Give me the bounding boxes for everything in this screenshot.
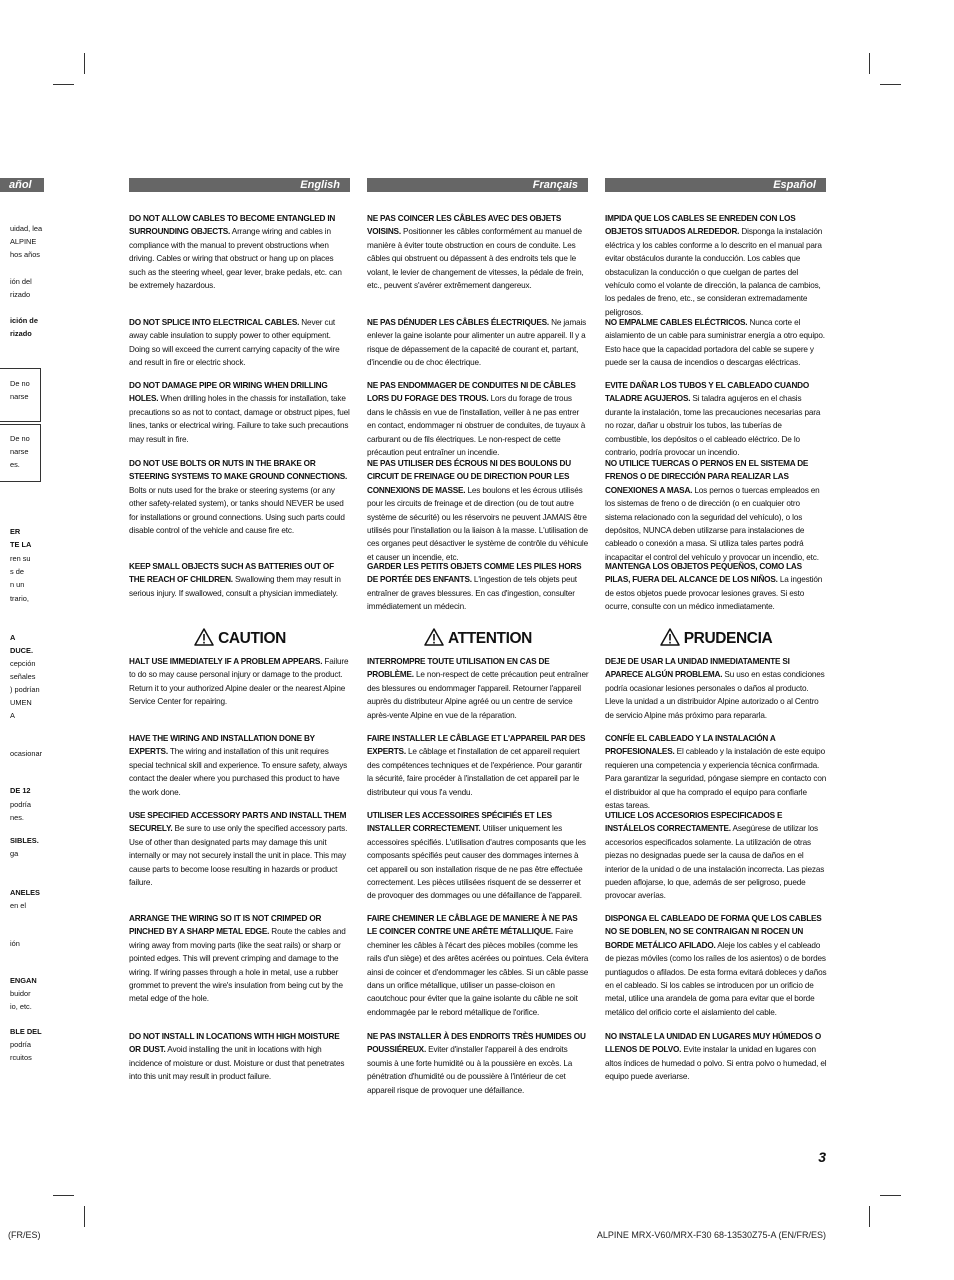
left-fragment-line: narse xyxy=(10,447,29,456)
header-spanish-fragment: añol xyxy=(0,178,44,192)
crop-mark xyxy=(869,1206,870,1227)
french-caution-2: FAIRE INSTALLER LE CÂBLAGE ET L'APPAREIL PAR DES EXPERTS. Le câblage et l'installation de cet appareil requiert des compétences techniques et de l'expérience. Pour garantir la sécurité, faire procéder à l'installation de cet appareil par le distributeur qui vous l'a vendu. xyxy=(367,734,586,797)
english-caution-5: DO NOT INSTALL IN LOCATIONS WITH HIGH MOISTURE OR DUST. Avoid installing the unit in locations with high incidence of moisture or dust. Moisture or dust that penetrates into this unit may result in product failure. xyxy=(129,1032,345,1082)
header-english: English xyxy=(129,178,350,192)
french-block-2: NE PAS DÉNUDER LES CÂBLES ÉLECTRIQUES. Ne jamais enlever la gaine isolante pour alimenter un autre appareil. Il y a risque de dépassement de la capacité de courant et, partant, d'incendie ou de choc électrique. xyxy=(367,318,587,368)
footer-left: (FR/ES) xyxy=(8,1230,41,1240)
english-caution-1: HALT USE IMMEDIATELY IF A PROBLEM APPEARS. Failure to do so may cause personal injury or damage to the product. Return it to your authorized Alpine dealer or the nearest Alpine Service Center for repairing. xyxy=(129,657,349,707)
left-fragment-line: uidad, lea xyxy=(10,224,43,233)
left-fragment-line: cepción xyxy=(10,659,36,668)
crop-mark xyxy=(869,53,870,74)
left-fragment-line: ALPINE xyxy=(10,237,37,246)
spanish-block-2: NO EMPALME CABLES ELÉCTRICOS. Nunca corte el aislamiento de un cable para suministrar energía a otro equipo. Esto hace que la capacidad portadora del cable se supere y puede ser la causa de incendios o descargas eléctricas. xyxy=(605,318,825,368)
left-fragment-line: De no xyxy=(10,434,30,443)
left-fragment-line: ición de xyxy=(10,316,38,325)
column-spanish xyxy=(605,0,825,1280)
column-french xyxy=(367,0,587,1280)
left-fragment-line: ión xyxy=(10,939,20,948)
left-fragment-line: A xyxy=(10,633,16,642)
spanish-caution-2: CONFÍE EL CABLEADO Y LA INSTALACIÓN A PROFESIONALES. El cableado y la instalación de este equipo requieren una competencia y experiencia técnica confirmada. Para garantizar la seguridad, póngase siempre en contacto con el distribuidor al que ha comprado el equipo para confiarle estas tareas. xyxy=(605,734,827,811)
left-fragment-line: DE 12 xyxy=(10,786,31,795)
left-fragment-box xyxy=(0,368,41,422)
left-fragment-line: ) podrían xyxy=(10,685,40,694)
english-caution-3: USE SPECIFIED ACCESSORY PARTS AND INSTALL THEM SECURELY. Be sure to use only the specified accessory parts. Use of other than designated parts may damage this unit internally or may not securely install the unit in place. This may cause parts to become loose resulting in hazards or product failure. xyxy=(129,811,348,888)
english-caution-4: ARRANGE THE WIRING SO IT IS NOT CRIMPED OR PINCHED BY A SHARP METAL EDGE. Route the cables and wiring away from moving parts (like the seat rails) or sharp or pointed edges. This will prevent crimping and damage to the wiring. If wiring passes through a hole in metal, use a rubber grommet to prevent the wire's insulation from being cut by the metal edge of the hole. xyxy=(129,914,346,1004)
left-fragment-line: podría xyxy=(10,800,31,809)
crop-mark xyxy=(84,1206,85,1227)
english-block-1: DO NOT ALLOW CABLES TO BECOME ENTANGLED IN SURROUNDING OBJECTS. Arrange wiring and cables in compliance with the manual to prevent obstructions when driving. Cables or wiring that obstruct or hang up on places such as the steering wheel, gear lever, brake pedals, etc. can be extremely hazardous. xyxy=(129,214,342,291)
english-block-3: DO NOT DAMAGE PIPE OR WIRING WHEN DRILLING HOLES. When drilling holes in the chassis for installation, take precautions so as not to contact, damage or obstruct pipes, fuel lines, tanks or electrical wiring. Failure to take such precautions may result in fire. xyxy=(129,381,350,444)
english-caution-heading: CAUTION xyxy=(129,628,351,649)
spanish-block-3: EVITE DAÑAR LOS TUBOS Y EL CABLEADO CUANDO TALADRE AGUJEROS. Si taladra agujeros en el chasis durante la instalación, tome las precauciones necesarias para no rozar, dañar u obstruir los tubos, las tuberías de combustible, los depósitos o el cableado eléctrico. De lo contrario, podría provocar un incendio. xyxy=(605,381,821,458)
left-fragment-line: A xyxy=(10,711,15,720)
crop-mark xyxy=(880,1195,901,1196)
left-fragment-line: narse xyxy=(10,392,29,401)
spanish-caution-3: UTILICE LOS ACCESORIOS ESPECIFICADOS E INSTÁLELOS CORRECTAMENTE. Asegúrese de utilizar los accesorios especificados solamente. La utilización de otras piezas no designadas puede ser la causa de daños en el interior de la unidad o de una instalación incorrecta. Las piezas pueden aflojarse, lo que, además de ser peligroso, puede provocar averías. xyxy=(605,811,825,901)
left-fragment-line: BLE DEL xyxy=(10,1027,42,1036)
left-fragment-line: ren su xyxy=(10,554,31,563)
left-fragment-line: De no xyxy=(10,379,30,388)
crop-mark xyxy=(880,84,901,85)
warning-triangle-icon xyxy=(424,628,444,646)
left-fragment-line: UMEN xyxy=(10,698,32,707)
spanish-caution-5: NO INSTALE LA UNIDAD EN LUGARES MUY HÚMEDOS O LLENOS DE POLVO. Evite instalar la unidad en lugares con altos índices de humedad o polvo. Si entra polvo o humedad, el equipo puede averiarse. xyxy=(605,1032,827,1082)
french-block-3: NE PAS ENDOMMAGER DE CONDUITES NI DE CÂBLES LORS DU FORAGE DES TROUS. Lors du forage de trous dans le châssis en vue de l'installation, veiller à ne pas entrer en contact, endommager ni obstruer de conduites, de tuyaux à carburant ou de fils électriques. Le non-respect de cette précaution peut entraîner un incendie. xyxy=(367,381,586,458)
crop-mark xyxy=(84,53,85,74)
spanish-caution-1: DEJE DE USAR LA UNIDAD INMEDIATAMENTE SI APARECE ALGÚN PROBLEMA. Su uso en estas condiciones podría ocasionar lesiones personales o daños al producto. Lleve la unidad a un distribuidor Alpine autorizado o al Centro de servicio Alpine más próximo para repararla. xyxy=(605,657,825,720)
english-block-2: DO NOT SPLICE INTO ELECTRICAL CABLES. Never cut away cable insulation to supply power to other equipment. Doing so will exceed the current carrying capacity of the wire and result in fire or electric shock. xyxy=(129,318,340,368)
spanish-block-1: IMPIDA QUE LOS CABLES SE ENREDEN CON LOS OBJETOS SITUADOS ALREDEDOR. Disponga la instalación eléctrica y los cables conforme a lo descrito en el manual para evitar obstáculos durante la conducción. Los cables que obstaculizan la conducción o que cuelgan de partes del vehículo como el volante de dirección, la palanca de cambios, los pedales de freno, etc., se consideran extremadamente peligrosos. xyxy=(605,214,823,317)
left-fragment-line: SIBLES. xyxy=(10,836,39,845)
crop-mark xyxy=(53,1195,74,1196)
left-fragment-line: podría xyxy=(10,1040,31,1049)
header-spanish: Español xyxy=(605,178,826,192)
spanish-block-4: NO UTILICE TUERCAS O PERNOS EN EL SISTEMA DE FRENOS O DE DIRECCIÓN PARA REALIZAR LAS CONEXIONES A MASA. Los pernos o tuercas empleados en los sistemas de freno o de dirección (o en cualquier otro sistema relacionado con la seguridad del vehículo), o los depósitos, NUNCA deben utilizarse para instalaciones de cableado o conexión a masa. Si utiliza tales partes podrá incapacitar el control del vehículo y provocar un incendio, etc. xyxy=(605,459,820,562)
left-fragment-line: ANELES xyxy=(10,888,40,897)
french-block-1: NE PAS COINCER LES CÂBLES AVEC DES OBJETS VOISINS. Positionner les câbles conformément au manuel de manière à éviter toute obstruction en cours de conduite. Les câbles qui obstruent ou dépassent à des endroits tels que le volant, le levier de changement de vitesses, la pédale de frein, etc., peuvent s'avérer extrêmement dangereux. xyxy=(367,214,584,291)
left-fragment-line: TE LA xyxy=(10,540,32,549)
left-fragment-line: ión del xyxy=(10,277,32,286)
left-fragment-line: ga xyxy=(10,849,19,858)
spanish-caution-heading: PRUDENCIA xyxy=(605,628,827,649)
left-fragment-box xyxy=(0,424,41,482)
warning-triangle-icon xyxy=(194,628,214,646)
french-caution-1: INTERROMPRE TOUTE UTILISATION EN CAS DE PROBLÈME. Le non-respect de cette précaution peut entraîner des blessures ou endommager l'appareil. Retourner l'appareil auprès du distributeur Alpine agréé ou un centre de service après-vente Alpine en vue de la réparation. xyxy=(367,657,589,720)
warning-triangle-icon xyxy=(660,628,680,646)
left-fragment-line: rcuitos xyxy=(10,1053,32,1062)
crop-mark xyxy=(53,84,74,85)
left-fragment-line: DUCE. xyxy=(10,646,33,655)
english-block-5: KEEP SMALL OBJECTS SUCH AS BATTERIES OUT OF THE REACH OF CHILDREN. Swallowing them may result in serious injury. If swallowed, consult a physician immediately. xyxy=(129,562,341,598)
left-fragment-line: señales xyxy=(10,672,36,681)
english-caution-2: HAVE THE WIRING AND INSTALLATION DONE BY EXPERTS. The wiring and installation of this unit requires special technical skill and experience. To ensure safety, always contact the dealer where you purchased this product to have the work done. xyxy=(129,734,348,797)
french-caution-3: UTILISER LES ACCESSOIRES SPÉCIFIÉS ET LES INSTALLER CORRECTEMENT. Utiliser uniquement les accessoires spécifiés. L'utilisation d'autres composants que les composants spécifiés peut causer des dommages internes à cet appareil ou son installation risque de ne pas être effectuée correctement. Les pièces utilisées risquent de se desserrer et de provoquer des dommages ou une défaillance de l'appareil. xyxy=(367,811,586,901)
left-fragment-line: en el xyxy=(10,901,27,910)
french-block-4: NE PAS UTILISER DES ÉCROUS NI DES BOULONS DU CIRCUIT DE FREINAGE OU DE DIRECTION POUR LES CONNEXIONS DE MASSE. Les boulons et les écrous utilisés pour les circuits de freinage et de direction (ou de tout autre système de sécurité) ou les réservoirs ne peuvent JAMAIS être utilisés pour l'installation ou la liaison à la masse. L'utilisation de ces organes peut désactiver le système de contrôle du véhicule et causer un incendie, etc. xyxy=(367,459,588,562)
left-fragment-line: rizado xyxy=(10,290,31,299)
left-fragment-line: n un xyxy=(10,580,25,589)
left-fragment-column xyxy=(0,0,48,1280)
page-number: 3 xyxy=(818,1149,826,1165)
left-fragment-line: hos años xyxy=(10,250,40,259)
left-fragment-line: s de xyxy=(10,567,24,576)
footer-model-code: ALPINE MRX-V60/MRX-F30 68-13530Z75-A (EN/FR/ES) xyxy=(596,1230,826,1240)
left-fragment-line: rizado xyxy=(10,329,32,338)
left-fragment-line: ER xyxy=(10,527,21,536)
french-caution-heading: ATTENTION xyxy=(367,628,589,649)
left-fragment-line: nes. xyxy=(10,813,24,822)
left-fragment-line: es. xyxy=(10,460,20,469)
left-fragment-line: trario, xyxy=(10,594,29,603)
column-english xyxy=(129,0,349,1280)
header-french: Français xyxy=(367,178,588,192)
french-block-5: GARDER LES PETITS OBJETS COMME LES PILES HORS DE PORTÉE DES ENFANTS. L'ingestion de tels objets peut entraîner de graves blessures. En cas d'ingestion, consulter immédiatement un médecin. xyxy=(367,562,582,612)
spanish-block-5: MANTENGA LOS OBJETOS PEQUEÑOS, COMO LAS PILAS, FUERA DEL ALCANCE DE LOS NIÑOS. La ingestión de estos objetos puede provocar lesiones graves. Si esto ocurre, consulte con un médico inmediatamente. xyxy=(605,562,823,612)
left-fragment-line: ENGAN xyxy=(10,976,37,985)
left-fragment-line: buidor xyxy=(10,989,31,998)
english-block-4: DO NOT USE BOLTS OR NUTS IN THE BRAKE OR STEERING SYSTEMS TO MAKE GROUND CONNECTIONS. Bolts or nuts used for the brake or steering systems (or any other safety-related system), or tanks should NEVER be used for installations or ground connections. Using such parts could disable control of the vehicle and cause fire etc. xyxy=(129,459,348,536)
spanish-caution-4: DISPONGA EL CABLEADO DE FORMA QUE LOS CABLES NO SE DOBLEN, NO SE CONTRAIGAN NI ROCEN UN BORDE METÁLICO AFILADO. Aleje los cables y el cableado de piezas móviles (como los raíles de los asientos) o de bordes puntiagudos o afilados. De esta forma evitará dobleces y daños en el cableado. Si los cables se introducen por un orificio de metal, utilice una arandela de goma para evitar que el borde metálico del orificio corte el aislamiento del cable. xyxy=(605,914,827,1017)
french-caution-4: FAIRE CHEMINER LE CÂBLAGE DE MANIERE À NE PAS LE COINCER CONTRE UNE ARÊTE MÉTALLIQUE. Faire cheminer les câbles à l'écart des pièces mobiles (comme les rails d'un siège) et des arêtes acérées ou pointues. Cela évitera ainsi de coincer et d'endommager les câbles. Si un câble passe dans un orifice métallique, utiliser un passe-cloison en caoutchouc pour éviter que la gaine isolante du câble ne soit endommagée par le rebord métallique de l'orifice. xyxy=(367,914,589,1017)
left-fragment-line: ocasionar xyxy=(10,749,43,758)
left-fragment-line: io, etc. xyxy=(10,1002,32,1011)
french-caution-5: NE PAS INSTALLER À DES ENDROITS TRÈS HUMIDES OU POUSSIÉREUX. Eviter d'installer l'appareil à des endroits soumis à une forte humidité ou à la poussière en excès. La pénétration d'humidité ou de poussière à l'intérieur de cet appareil risque de provoquer une défaillance. xyxy=(367,1032,586,1095)
